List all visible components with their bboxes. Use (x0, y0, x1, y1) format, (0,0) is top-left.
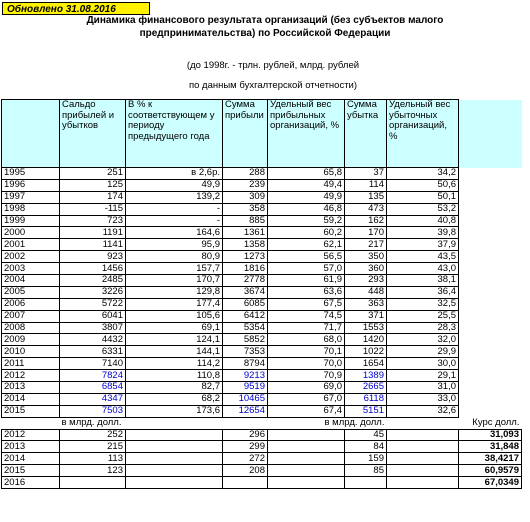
table-row (2, 227, 522, 239)
profit-share-cell: 70,0 (268, 358, 345, 370)
pct-prev-cell: 49,9 (126, 179, 223, 191)
empty-cell (268, 453, 345, 465)
usd-loss-cell: 45 (345, 429, 387, 441)
pct-prev-cell: 95,9 (126, 239, 223, 251)
loss-sum-cell: 37 (345, 168, 387, 180)
profit-sum-cell: 12654 (223, 405, 268, 417)
profit-sum-cell: 1273 (223, 251, 268, 263)
profit-sum-cell: 6412 (223, 310, 268, 322)
loss-sum-cell: 114 (345, 179, 387, 191)
loss-sum-cell: 5151 (345, 405, 387, 417)
profit-sum-cell: 5852 (223, 334, 268, 346)
units-note: (до 1998г. - трлн. рублей, млрд. рублей (186, 60, 360, 71)
year-cell: 2010 (2, 346, 60, 358)
loss-sum-cell: 1022 (345, 346, 387, 358)
saldo-cell: 723 (60, 215, 126, 227)
usd-saldo-cell: 123 (60, 465, 126, 477)
profit-sum-cell: 9213 (223, 370, 268, 382)
empty-cell (459, 275, 522, 287)
profit-share-cell: 60,2 (268, 227, 345, 239)
saldo-cell: 7824 (60, 370, 126, 382)
empty-cell (268, 477, 345, 489)
profit-sum-cell: 885 (223, 215, 268, 227)
year-cell: 2013 (2, 441, 60, 453)
loss-sum-cell: 6118 (345, 393, 387, 405)
loss-share-cell: 34,2 (387, 168, 459, 180)
data-table (1, 99, 522, 489)
profit-share-cell: 71,7 (268, 322, 345, 334)
year-cell: 2007 (2, 310, 60, 322)
loss-sum-cell: 2665 (345, 382, 387, 394)
profit-share-cell: 49,4 (268, 179, 345, 191)
loss-share-cell: 31,0 (387, 382, 459, 394)
usd-rate-cell: 38,4217 (459, 453, 522, 465)
saldo-cell: 6331 (60, 346, 126, 358)
year-cell: 2016 (2, 477, 60, 489)
table-row (2, 334, 522, 346)
loss-share-cell: 50,1 (387, 191, 459, 203)
table-row (2, 203, 522, 215)
profit-share-cell: 49,9 (268, 191, 345, 203)
usd-rate-cell: 31,093 (459, 429, 522, 441)
empty-cell (459, 358, 522, 370)
year-cell: 2004 (2, 275, 60, 287)
loss-share-cell: 29,9 (387, 346, 459, 358)
header-empty (459, 100, 522, 168)
loss-sum-cell: 1654 (345, 358, 387, 370)
profit-share-cell: 46,8 (268, 203, 345, 215)
pct-prev-cell: 173,6 (126, 405, 223, 417)
usd-profit-cell: 208 (223, 465, 268, 477)
empty-cell (459, 215, 522, 227)
loss-share-cell: 53,2 (387, 203, 459, 215)
saldo-cell: 6041 (60, 310, 126, 322)
empty-cell (126, 441, 223, 453)
table-row (2, 382, 522, 394)
year-cell: 2006 (2, 298, 60, 310)
profit-share-cell: 67,0 (268, 393, 345, 405)
empty-cell (126, 429, 223, 441)
profit-sum-cell: 7353 (223, 346, 268, 358)
rate-label: Курс долл. (472, 417, 520, 428)
year-cell: 1995 (2, 168, 60, 180)
empty-cell (387, 441, 459, 453)
table-row (2, 191, 522, 203)
loss-share-cell: 32,0 (387, 334, 459, 346)
saldo-cell: 3807 (60, 322, 126, 334)
pct-prev-cell: 124,1 (126, 334, 223, 346)
empty-cell (268, 429, 345, 441)
saldo-cell: 1141 (60, 239, 126, 251)
profit-share-cell: 67,4 (268, 405, 345, 417)
year-cell: 2015 (2, 405, 60, 417)
year-cell: 1996 (2, 179, 60, 191)
usd-profit-cell (223, 477, 268, 489)
profit-sum-cell: 3674 (223, 286, 268, 298)
loss-sum-cell: 1420 (345, 334, 387, 346)
profit-sum-cell: 239 (223, 179, 268, 191)
empty-cell (459, 346, 522, 358)
table-row (2, 298, 522, 310)
table-row (2, 405, 522, 417)
table-row (2, 275, 522, 287)
year-cell: 2015 (2, 465, 60, 477)
empty-cell (459, 227, 522, 239)
saldo-cell: 923 (60, 251, 126, 263)
year-cell: 2005 (2, 286, 60, 298)
loss-sum-cell: 350 (345, 251, 387, 263)
usd-row (2, 477, 522, 489)
usd-row (2, 429, 522, 441)
header-loss-share: Удельный вес убыточных организаций, % (387, 100, 459, 168)
source-note: по данным бухгалтерской отчетности) (188, 80, 358, 91)
pct-prev-cell: 139,2 (126, 191, 223, 203)
empty-cell (459, 191, 522, 203)
table-row (2, 215, 522, 227)
pct-prev-cell: 177,4 (126, 298, 223, 310)
table-row (2, 286, 522, 298)
table-row (2, 322, 522, 334)
year-cell: 2000 (2, 227, 60, 239)
saldo-cell: 4432 (60, 334, 126, 346)
loss-sum-cell: 360 (345, 263, 387, 275)
year-cell: 2013 (2, 382, 60, 394)
empty-cell (126, 453, 223, 465)
saldo-cell: 3226 (60, 286, 126, 298)
empty-cell (223, 417, 268, 429)
loss-share-cell: 43,5 (387, 251, 459, 263)
usd-rate-cell: 31,848 (459, 441, 522, 453)
loss-sum-cell: 170 (345, 227, 387, 239)
empty-cell (459, 179, 522, 191)
year-cell: 2009 (2, 334, 60, 346)
saldo-cell: 251 (60, 168, 126, 180)
title-line-1: Динамика финансового результата организаций (без субъектов малого (86, 15, 444, 26)
profit-share-cell: 70,1 (268, 346, 345, 358)
header-profit-sum: Сумма прибыли (223, 100, 268, 168)
saldo-cell: 4347 (60, 393, 126, 405)
profit-share-cell: 61,9 (268, 275, 345, 287)
profit-share-cell: 74,5 (268, 310, 345, 322)
table-row (2, 251, 522, 263)
loss-share-cell: 43,0 (387, 263, 459, 275)
profit-share-cell: 63,6 (268, 286, 345, 298)
loss-sum-cell: 135 (345, 191, 387, 203)
loss-share-cell: 30,0 (387, 358, 459, 370)
usd-rate-cell: 67,0349 (459, 477, 522, 489)
loss-share-cell: 50,6 (387, 179, 459, 191)
year-cell: 2002 (2, 251, 60, 263)
profit-sum-cell: 10465 (223, 393, 268, 405)
year-cell: 2012 (2, 429, 60, 441)
table-row (2, 393, 522, 405)
loss-share-cell: 37,9 (387, 239, 459, 251)
pct-prev-cell: 110,8 (126, 370, 223, 382)
usd-label-row (2, 417, 522, 429)
profit-share-cell: 65,8 (268, 168, 345, 180)
table-row (2, 263, 522, 275)
updated-label: Обновлено 31.08.2016 (2, 2, 150, 15)
profit-sum-cell: 2778 (223, 275, 268, 287)
profit-sum-cell: 358 (223, 203, 268, 215)
usd-label-right: в млрд. долл. (324, 417, 385, 429)
usd-row (2, 465, 522, 477)
empty-cell (459, 263, 522, 275)
usd-profit-cell: 272 (223, 453, 268, 465)
usd-row (2, 441, 522, 453)
loss-sum-cell: 1553 (345, 322, 387, 334)
title-line-2: предпринимательства) по Российской Федерации (139, 28, 391, 39)
header-loss-sum: Сумма убытка (345, 100, 387, 168)
saldo-cell: -115 (60, 203, 126, 215)
year-cell: 2008 (2, 322, 60, 334)
year-cell: 2014 (2, 393, 60, 405)
loss-share-cell: 40,8 (387, 215, 459, 227)
usd-row (2, 453, 522, 465)
pct-prev-cell: 114,2 (126, 358, 223, 370)
empty-cell (268, 465, 345, 477)
table-row (2, 370, 522, 382)
table-row (2, 346, 522, 358)
usd-label-left: в млрд. долл. (61, 417, 122, 429)
profit-sum-cell: 5354 (223, 322, 268, 334)
empty-cell (387, 429, 459, 441)
loss-share-cell: 33,0 (387, 393, 459, 405)
loss-sum-cell: 371 (345, 310, 387, 322)
saldo-cell: 6854 (60, 382, 126, 394)
saldo-cell: 7503 (60, 405, 126, 417)
profit-sum-cell: 288 (223, 168, 268, 180)
saldo-cell: 5722 (60, 298, 126, 310)
saldo-cell: 7140 (60, 358, 126, 370)
saldo-cell: 2485 (60, 275, 126, 287)
profit-share-cell: 59,2 (268, 215, 345, 227)
empty-cell (459, 334, 522, 346)
pct-prev-cell: 144,1 (126, 346, 223, 358)
header-year (2, 100, 60, 168)
saldo-cell: 125 (60, 179, 126, 191)
pct-prev-cell: 164,6 (126, 227, 223, 239)
header-profit-share: Удельный вес прибыльных организаций, % (268, 100, 345, 168)
empty-cell (387, 465, 459, 477)
profit-share-cell: 56,5 (268, 251, 345, 263)
loss-share-cell: 36,4 (387, 286, 459, 298)
loss-share-cell: 32,6 (387, 405, 459, 417)
year-cell: 2003 (2, 263, 60, 275)
pct-prev-cell: в 2,6р. (126, 168, 223, 180)
table-row (2, 358, 522, 370)
profit-sum-cell: 1816 (223, 263, 268, 275)
empty-cell (126, 465, 223, 477)
usd-loss-cell: 159 (345, 453, 387, 465)
loss-share-cell: 38,1 (387, 275, 459, 287)
saldo-cell: 1456 (60, 263, 126, 275)
profit-share-cell: 62,1 (268, 239, 345, 251)
empty-cell (459, 203, 522, 215)
pct-prev-cell: 105,6 (126, 310, 223, 322)
saldo-cell: 1191 (60, 227, 126, 239)
empty-cell (459, 168, 522, 180)
loss-sum-cell: 162 (345, 215, 387, 227)
profit-sum-cell: 1358 (223, 239, 268, 251)
usd-profit-cell: 299 (223, 441, 268, 453)
year-cell: 1999 (2, 215, 60, 227)
loss-sum-cell: 363 (345, 298, 387, 310)
empty-cell (459, 393, 522, 405)
pct-prev-cell: 157,7 (126, 263, 223, 275)
empty-cell (387, 453, 459, 465)
pct-prev-cell: 82,7 (126, 382, 223, 394)
header-saldo: Сальдо прибылей и убытков (60, 100, 126, 168)
pct-prev-cell: 68,2 (126, 393, 223, 405)
year-cell: 1997 (2, 191, 60, 203)
loss-share-cell: 29,1 (387, 370, 459, 382)
empty-cell (459, 286, 522, 298)
loss-share-cell: 28,3 (387, 322, 459, 334)
profit-sum-cell: 309 (223, 191, 268, 203)
loss-sum-cell: 1389 (345, 370, 387, 382)
table-row (2, 168, 522, 180)
empty-cell (268, 441, 345, 453)
usd-loss-cell: 84 (345, 441, 387, 453)
empty-cell (459, 322, 522, 334)
saldo-cell: 174 (60, 191, 126, 203)
profit-share-cell: 57,0 (268, 263, 345, 275)
loss-share-cell: 32,5 (387, 298, 459, 310)
header-pct-prev: В % к соответствующем у периоду предыдущего года (126, 100, 223, 168)
profit-sum-cell: 1361 (223, 227, 268, 239)
pct-prev-cell: - (126, 203, 223, 215)
year-cell: 2012 (2, 370, 60, 382)
table-row (2, 239, 522, 251)
loss-sum-cell: 293 (345, 275, 387, 287)
profit-share-cell: 68,0 (268, 334, 345, 346)
profit-sum-cell: 8794 (223, 358, 268, 370)
empty-cell (126, 477, 223, 489)
loss-sum-cell: 217 (345, 239, 387, 251)
table-row (2, 310, 522, 322)
pct-prev-cell: 80,9 (126, 251, 223, 263)
empty-cell (459, 239, 522, 251)
usd-saldo-cell: 215 (60, 441, 126, 453)
profit-sum-cell: 6085 (223, 298, 268, 310)
empty-cell (459, 370, 522, 382)
usd-saldo-cell: 113 (60, 453, 126, 465)
loss-share-cell: 39,8 (387, 227, 459, 239)
usd-saldo-cell (60, 477, 126, 489)
profit-share-cell: 70,9 (268, 370, 345, 382)
pct-prev-cell: 129,8 (126, 286, 223, 298)
year-cell: 2001 (2, 239, 60, 251)
empty-cell (459, 310, 522, 322)
usd-saldo-cell: 252 (60, 429, 126, 441)
pct-prev-cell: 170,7 (126, 275, 223, 287)
profit-sum-cell: 9519 (223, 382, 268, 394)
year-cell: 2014 (2, 453, 60, 465)
pct-prev-cell: - (126, 215, 223, 227)
profit-share-cell: 67,5 (268, 298, 345, 310)
header-row (2, 100, 522, 168)
year-cell: 1998 (2, 203, 60, 215)
empty-cell (387, 417, 459, 429)
profit-share-cell: 69,0 (268, 382, 345, 394)
empty-cell (459, 298, 522, 310)
pct-prev-cell: 69,1 (126, 322, 223, 334)
empty-cell (459, 251, 522, 263)
loss-share-cell: 25,5 (387, 310, 459, 322)
usd-loss-cell (345, 477, 387, 489)
usd-profit-cell: 296 (223, 429, 268, 441)
usd-loss-cell: 85 (345, 465, 387, 477)
usd-rate-cell: 60,9579 (459, 465, 522, 477)
empty-cell (387, 477, 459, 489)
loss-sum-cell: 473 (345, 203, 387, 215)
loss-sum-cell: 448 (345, 286, 387, 298)
empty-cell (459, 405, 522, 417)
table-row (2, 179, 522, 191)
empty-cell (459, 382, 522, 394)
year-cell: 2011 (2, 358, 60, 370)
empty-cell (2, 417, 60, 429)
